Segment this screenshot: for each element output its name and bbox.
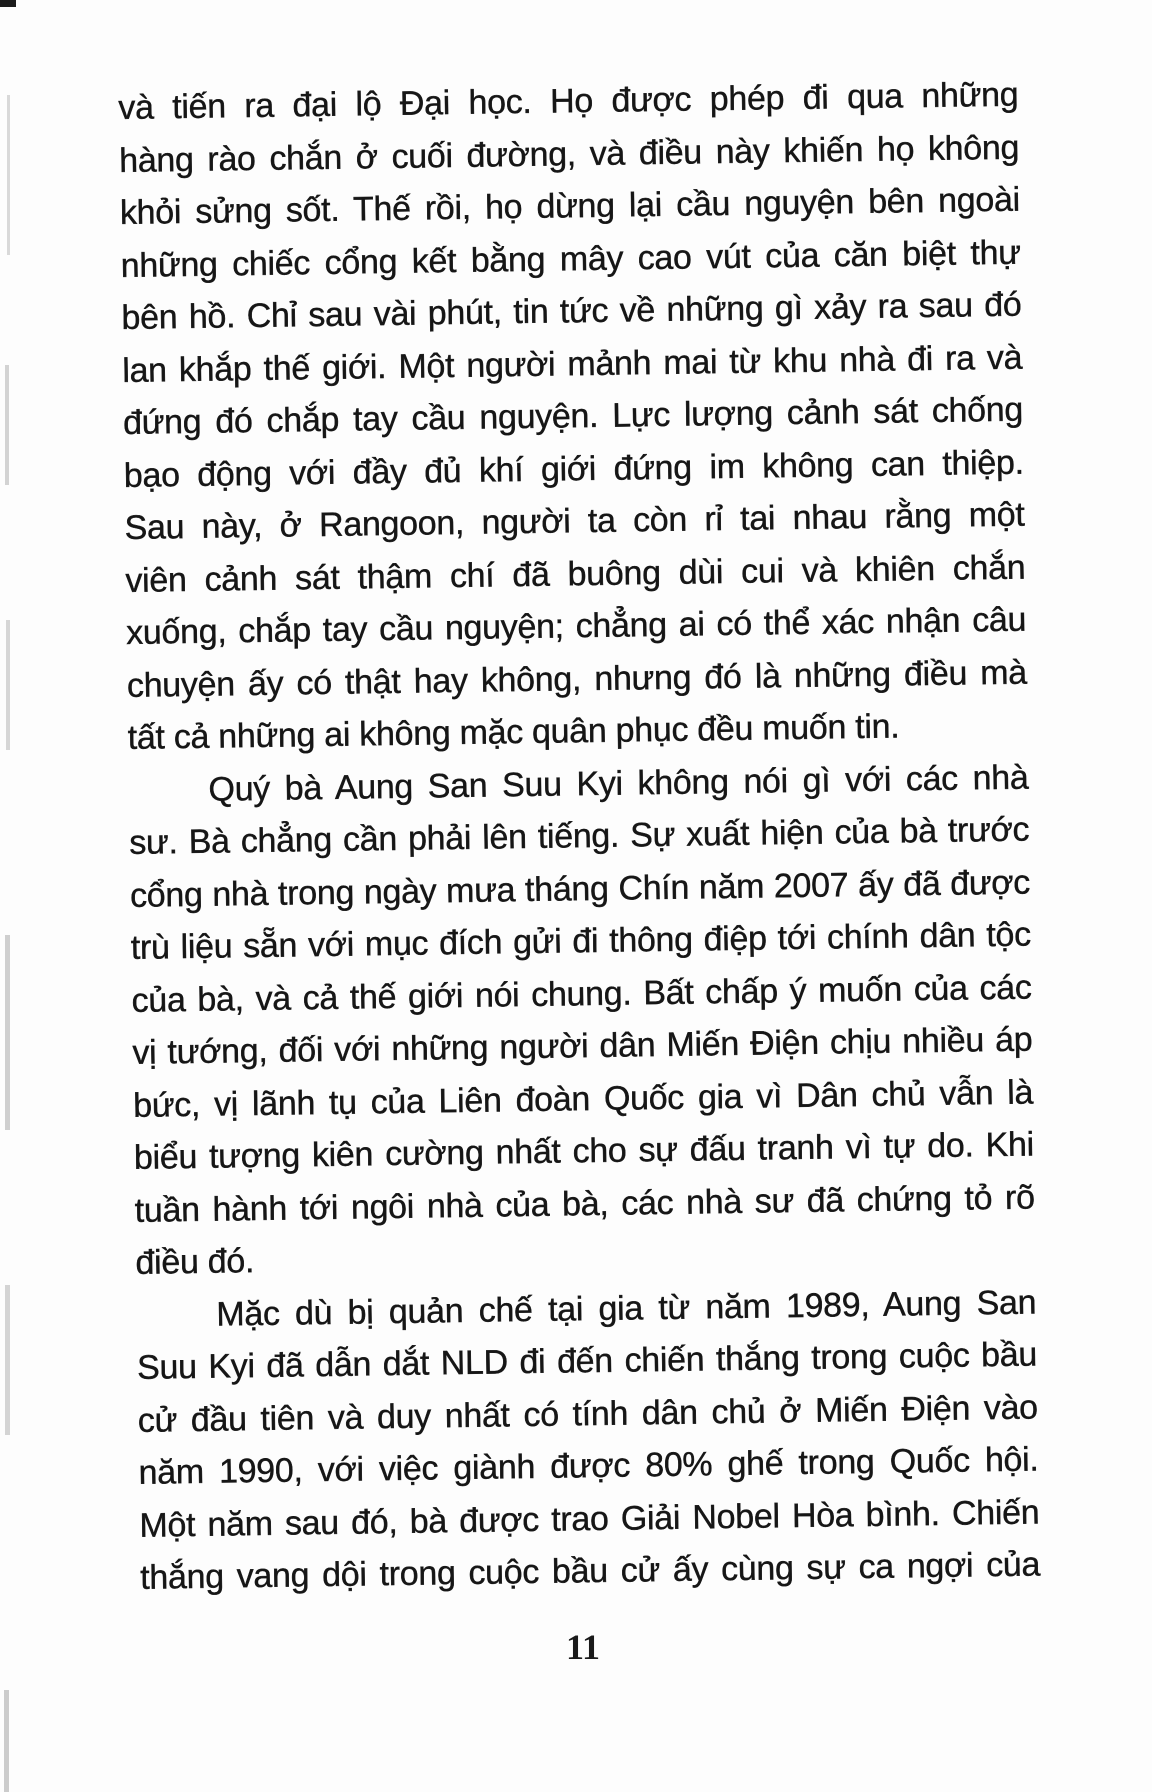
- text-line: Một năm sau đó, bà được trao Giải Nobel Hòa bình. Chiến: [139, 1492, 1040, 1545]
- text-line: vị tướng, đối với những người dân Miến Điện chịu nhiều áp: [132, 1020, 1033, 1072]
- text-line: và tiến ra đại lộ Đại học. Họ được phép đi qua những: [118, 75, 1019, 127]
- text-line: bên hồ. Chỉ sau vài phút, tin tức về những gì xảy ra sau đó: [121, 285, 1022, 337]
- scan-edge-mark: [5, 935, 10, 1130]
- text-line: chuyện ấy có thật hay không, nhưng đó là những điều mà: [126, 653, 1028, 705]
- text-line: xuống, chắp tay cầu nguyện; chẳng ai có thể xác nhận câu: [125, 600, 1027, 652]
- text-line: Mặc dù bị quản chế tại gia từ năm 1989, Aung San: [216, 1283, 1037, 1334]
- text-line: bạo động với đầy đủ khí giới đứng im không can thiệp.: [123, 443, 1025, 495]
- text-line: lan khắp thế giới. Một người mảnh mai từ khu nhà đi ra và: [121, 338, 1023, 390]
- text-line: của bà, và cả thế giới nói chung. Bất chấp ý muốn của các: [131, 968, 1032, 1020]
- text-line: điều đó.: [135, 1242, 255, 1282]
- text-line: Suu Kyi đã dẫn dắt NLD đi đến chiến thắng trong cuộc bầu: [136, 1335, 1038, 1387]
- scan-edge-mark: [7, 95, 10, 255]
- text-line: những chiếc cổng kết bằng mây cao vút của căn biệt thự: [120, 233, 1021, 285]
- text-line: thắng vang dội trong cuộc bầu cử ấy cùng sự ca ngợi của: [139, 1545, 1041, 1597]
- text-line: bức, vị lãnh tụ của Liên đoàn Quốc gia vì Dân chủ vẫn là: [132, 1073, 1034, 1125]
- scan-corner-mark: [0, 0, 16, 7]
- text-line: hàng rào chắn ở cuối đường, và điều này khiến họ không: [118, 128, 1020, 180]
- text-line: đứng đó chắp tay cầu nguyện. Lực lượng cảnh sát chống: [122, 390, 1024, 442]
- text-line: viên cảnh sát thậm chí đã buông dùi cui và khiên chắn: [125, 548, 1026, 600]
- scan-edge-mark: [5, 365, 9, 485]
- text-line: Sau này, ở Rangoon, người ta còn rỉ tai nhau rằng một: [124, 495, 1025, 547]
- scan-edge-mark: [6, 620, 10, 750]
- text-line: cổng nhà trong ngày mưa tháng Chín năm 2007 ấy đã được: [129, 863, 1031, 915]
- text-line: Quý bà Aung San Suu Kyi không nói gì với các nhà: [208, 758, 1029, 809]
- text-line: năm 1990, với việc giành được 80% ghế trong Quốc hội.: [138, 1440, 1039, 1492]
- scan-edge-mark: [5, 1285, 10, 1435]
- text-line: trù liệu sẵn với mục đích gửi đi thông điệp tới chính dân tộc: [130, 915, 1032, 967]
- page-number: 11: [565, 1627, 600, 1667]
- text-line: tuần hành tới ngôi nhà của bà, các nhà sư đã chứng tỏ rõ: [134, 1178, 1035, 1230]
- text-line: sư. Bà chẳng cần phải lên tiếng. Sự xuất hiện của bà trước: [129, 810, 1030, 862]
- text-line: khỏi sửng sốt. Thế rồi, họ dừng lại cầu nguyện bên ngoài: [119, 180, 1021, 232]
- text-line: cử đầu tiên và duy nhất có tính dân chủ ở Miến Điện vào: [137, 1388, 1039, 1440]
- scan-edge-mark: [4, 1690, 9, 1792]
- text-line: tất cả những ai không mặc quân phục đều muốn tin.: [127, 707, 900, 757]
- body-text: [118, 69, 1040, 1605]
- text-line: biểu tượng kiên cường nhất cho sự đấu tranh vì tự do. Khi: [133, 1125, 1035, 1177]
